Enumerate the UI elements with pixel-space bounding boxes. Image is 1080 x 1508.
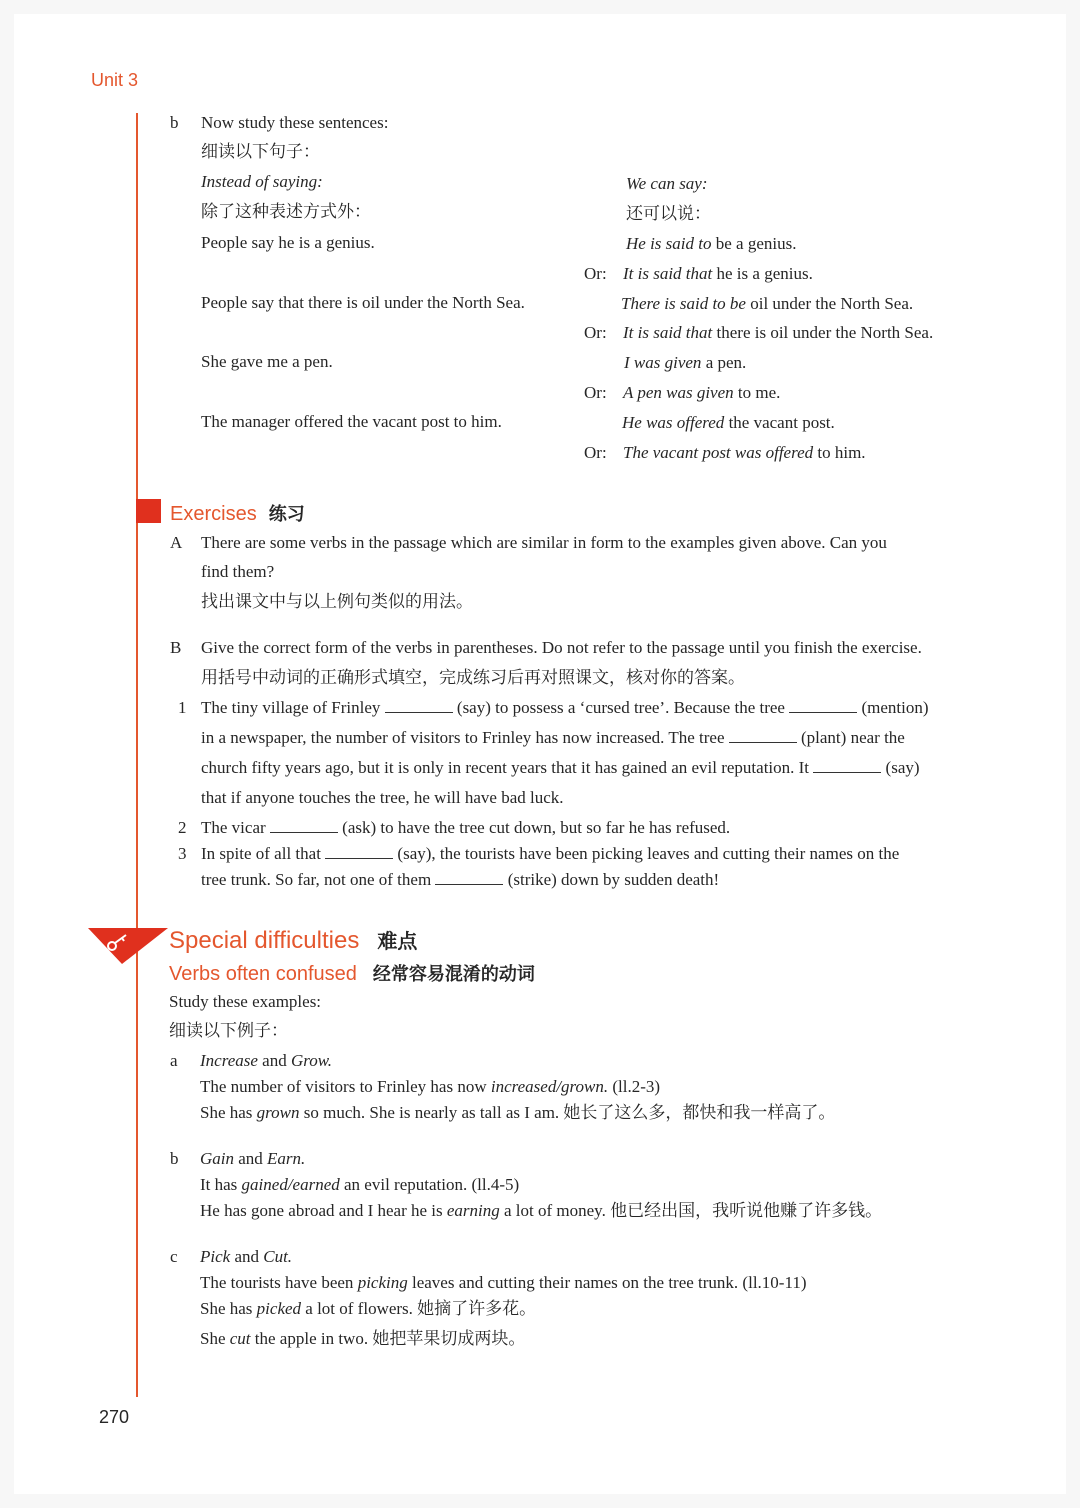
example-c-marker: c [170, 1247, 178, 1266]
unit-label: Unit 3 [91, 70, 139, 90]
right-column-heading-cn: 还可以说： [626, 204, 711, 223]
right-sentence-2a: There is said to be oil under the North Sea. [621, 294, 914, 313]
example-b-marker: b [170, 1149, 179, 1168]
question-1-line1: The tiny village of Frinley (say) to possess a ‘cursed tree’. Because the tree (mention) [201, 698, 929, 717]
example-c-line3: She cut the apple in two. 她把苹果切成两块。 [200, 1329, 526, 1348]
exercises-heading: Exercises 练习 [170, 503, 305, 525]
question-3-line1: In spite of all that (say), the tourists have been picking leaves and cutting their names on the [201, 844, 900, 863]
exercise-b-marker: B [170, 638, 182, 657]
answer-blank[interactable] [729, 728, 797, 743]
example-b-line1: It has gained/earned an evil reputation. (ll.4-5) [200, 1175, 520, 1194]
left-sentence-2: People say that there is oil under the North Sea. [201, 293, 525, 312]
exercise-b-line1: Give the correct form of the verbs in parentheses. Do not refer to the passage until you finish the exercise. [201, 638, 922, 657]
or-label: Or: [584, 383, 607, 402]
right-sentence-4b: The vacant post was offered to him. [623, 443, 866, 462]
example-b-line2: He has gone abroad and I hear he is earning a lot of money. 他已经出国，我听说他赚了许多钱。 [200, 1201, 883, 1220]
left-column-heading-cn: 除了这种表述方式外： [201, 202, 371, 221]
right-sentence-2b: It is said that there is oil under the North Sea. [623, 323, 934, 342]
example-c-heading: Pick and Cut. [200, 1247, 293, 1266]
example-c-line2: She has picked a lot of flowers. 她摘了许多花。 [200, 1299, 537, 1318]
answer-blank[interactable] [385, 698, 453, 713]
study-examples-cn: 细读以下例子： [169, 1021, 288, 1040]
key-icon [88, 924, 168, 966]
right-sentence-4a: He was offered the vacant post. [622, 413, 835, 432]
exercises-marker-bar [136, 499, 161, 523]
exercise-a-cn: 找出课文中与以上例句类似的用法。 [201, 592, 473, 611]
section-b-intro-cn: 细读以下句子： [201, 142, 320, 161]
margin-rule [136, 113, 138, 1397]
verbs-confused-heading: Verbs often confused 经常容易混淆的动词 [169, 963, 535, 985]
example-c-line1: The tourists have been picking leaves and cutting their names on the tree trunk. (ll.10-11) [200, 1273, 807, 1292]
question-3-line2: tree trunk. So far, not one of them (strike) down by sudden death! [201, 870, 720, 889]
answer-blank[interactable] [789, 698, 857, 713]
example-a-line1: The number of visitors to Frinley has now increased/grown. (ll.2-3) [200, 1077, 661, 1096]
special-difficulties-heading: Special difficulties 难点 [169, 927, 418, 954]
example-a-marker: a [170, 1051, 178, 1070]
example-b-heading: Gain and Earn. [200, 1149, 306, 1168]
page [14, 14, 1066, 1494]
exercise-a-marker: A [170, 533, 183, 552]
right-sentence-1b: It is said that he is a genius. [623, 264, 813, 283]
right-column-heading: We can say: [626, 174, 708, 193]
question-3-number: 3 [178, 844, 187, 863]
exercise-b-cn: 用括号中动词的正确形式填空，完成练习后再对照课文，核对你的答案。 [201, 668, 745, 687]
question-2-line: The vicar (ask) to have the tree cut down, but so far he has refused. [201, 818, 731, 837]
question-1-line4: that if anyone touches the tree, he will have bad luck. [201, 788, 564, 807]
page-number: 270 [99, 1407, 130, 1427]
question-1-line2: in a newspaper, the number of visitors to Frinley has now increased. The tree (plant) near the [201, 728, 905, 747]
or-label: Or: [584, 264, 607, 283]
exercise-a-line2: find them? [201, 562, 275, 581]
section-b-marker: b [170, 113, 179, 132]
answer-blank[interactable] [270, 818, 338, 833]
answer-blank[interactable] [325, 844, 393, 859]
left-sentence-3: She gave me a pen. [201, 352, 333, 371]
left-sentence-1: People say he is a genius. [201, 233, 375, 252]
left-sentence-4: The manager offered the vacant post to him. [201, 412, 502, 431]
example-a-heading: Increase and Grow. [200, 1051, 333, 1070]
question-1-line3: church fifty years ago, but it is only in recent years that it has gained an evil reputation. It (say) [201, 758, 920, 777]
right-sentence-3b: A pen was given to me. [623, 383, 781, 402]
answer-blank[interactable] [813, 758, 881, 773]
left-column-heading: Instead of saying: [201, 172, 323, 191]
answer-blank[interactable] [435, 870, 503, 885]
section-b-intro: Now study these sentences: [201, 113, 389, 132]
question-2-number: 2 [178, 818, 187, 837]
study-examples: Study these examples: [169, 992, 322, 1011]
question-1-number: 1 [178, 698, 187, 717]
example-a-line2: She has grown so much. She is nearly as tall as I am. 她长了这么多，都快和我一样高了。 [200, 1103, 836, 1122]
or-label: Or: [584, 323, 607, 342]
right-sentence-3a: I was given a pen. [624, 353, 747, 372]
right-sentence-1a: He is said to be a genius. [626, 234, 797, 253]
or-label: Or: [584, 443, 607, 462]
exercise-a-line1: There are some verbs in the passage which are similar in form to the examples given above. Can you [201, 533, 887, 552]
